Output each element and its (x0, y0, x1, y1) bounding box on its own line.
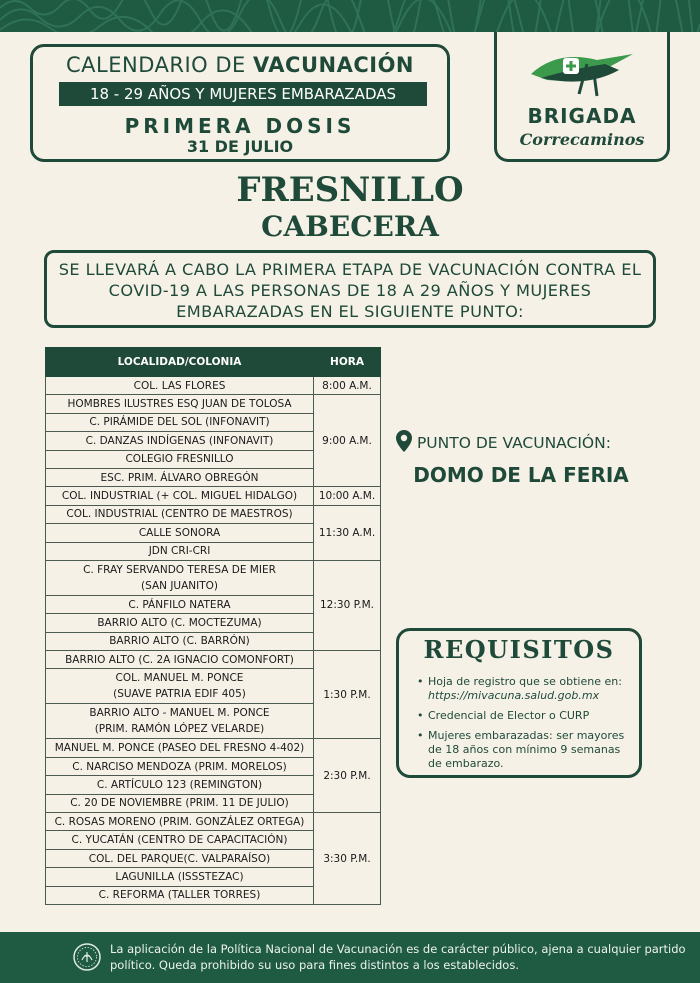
vaccination-point-label: PUNTO DE VACUNACIÓN: (416, 434, 611, 452)
locality-cell: BARRIO ALTO - MANUEL M. PONCE (PRIM. RAMÓN LÓPEZ VELARDE) (46, 704, 314, 739)
intro-box (44, 250, 656, 328)
table-row (46, 487, 381, 505)
requirements-title: REQUISITOS (423, 635, 615, 664)
requirement-text: Mujeres embarazadas: ser mayores de 18 años con mínimo 9 semanas de embarazo. (428, 729, 625, 770)
calendar-title (33, 53, 447, 77)
brand-name: BRIGADA (527, 104, 637, 128)
requirements-box (396, 628, 642, 778)
calendar-header-box (30, 44, 450, 162)
date-label: 31 DE JULIO (186, 137, 294, 156)
table-row (46, 395, 381, 413)
time-cell: 10:00 A.M. (314, 487, 381, 505)
locality-cell: C. PÁNFILO NATERA (46, 595, 314, 613)
locality-cell: COL. LAS FLORES (46, 377, 314, 395)
table-row (46, 813, 381, 831)
vaccination-point-label-row (396, 430, 656, 452)
locality-cell: COL. MANUEL M. PONCE (SUAVE PATRIA EDIF 405) (46, 669, 314, 704)
locality-cell: COL. INDUSTRIAL (+ COL. MIGUEL HIDALGO) (46, 487, 314, 505)
calendar-title-strong: VACUNACIÓN (252, 53, 414, 77)
locality-cell: C. ROSAS MORENO (PRIM. GONZÁLEZ ORTEGA) (46, 813, 314, 831)
locality-cell: JDN CRI-CRI (46, 542, 314, 560)
schedule-table (45, 347, 381, 905)
requirement-text: Hoja de registro que se obtiene en: (428, 675, 622, 688)
locality-cell: MANUEL M. PONCE (PASEO DEL FRESNO 4-402) (46, 739, 314, 757)
requirements-list (417, 675, 633, 777)
footer-band (0, 932, 700, 983)
locality-cell: C. FRAY SERVANDO TERESA DE MIER (SAN JUANITO) (46, 560, 314, 595)
table-row (46, 739, 381, 757)
table-row (46, 377, 381, 395)
locality-cell: COL. INDUSTRIAL (CENTRO DE MAESTROS) (46, 505, 314, 523)
brigada-brand-box (494, 32, 670, 162)
vaccination-point (396, 430, 656, 452)
locality-cell: C. REFORMA (TALLER TORRES) (46, 886, 314, 904)
intro-text: SE LLEVARÁ A CABO LA PRIMERA ETAPA DE VACUNACIÓN CONTRA EL COVID-19 A LAS PERSONAS DE 18 A 29 AÑOS Y MUJERES EMBARAZADAS EN EL SIGUIENTE PUNTO: (58, 260, 642, 321)
locality-cell: CALLE SONORA (46, 524, 314, 542)
vaccination-point-name: DOMO DE LA FERIA (413, 463, 629, 487)
time-cell: 11:30 A.M. (314, 505, 381, 560)
target-group-bar: 18 - 29 AÑOS Y MUJERES EMBARAZADAS (59, 82, 427, 106)
calendar-title-prefix: CALENDARIO DE (65, 53, 253, 77)
list-item (417, 675, 633, 703)
time-cell: 3:30 P.M. (314, 813, 381, 905)
table-header-row (46, 348, 381, 377)
locality-cell: C. DANZAS INDÍGENAS (INFONAVIT) (46, 432, 314, 450)
locality-cell: C. 20 DE NOVIEMBRE (PRIM. 11 DE JULIO) (46, 794, 314, 812)
list-item (417, 729, 633, 771)
ornament-pattern (0, 0, 700, 32)
top-decorative-band (0, 0, 700, 32)
locality-cell: ESC. PRIM. ÁLVARO OBREGÓN (46, 468, 314, 486)
locality-cell: BARRIO ALTO (C. 2A IGNACIO COMONFORT) (46, 651, 314, 669)
dose-label: PRIMERA DOSIS (124, 114, 356, 138)
locality-cell: C. PIRÁMIDE DEL SOL (INFONAVIT) (46, 413, 314, 431)
registration-url: https://mivacuna.salud.gob.mx (428, 689, 600, 702)
time-cell: 1:30 P.M. (314, 651, 381, 739)
legal-notice: La aplicación de la Política Nacional de Vacunación es de carácter público, ajena a cualquier partido político. Queda prohibido su uso para fines distintos a los establecidos. (110, 942, 686, 972)
requirement-text: Credencial de Elector o CURP (428, 709, 590, 722)
list-item (417, 709, 633, 723)
locality-cell: LAGUNILLA (ISSSTEZAC) (46, 868, 314, 886)
city-title: FRESNILLO (236, 170, 464, 210)
area-subtitle: CABECERA (261, 210, 439, 243)
map-pin-icon (396, 430, 412, 452)
government-seal-icon (72, 942, 102, 972)
column-header-time: HORA (314, 348, 381, 377)
locality-cell: COLEGIO FRESNILLO (46, 450, 314, 468)
locality-cell: C. NARCISO MENDOZA (PRIM. MORELOS) (46, 757, 314, 775)
time-cell: 12:30 P.M. (314, 560, 381, 650)
table-row (46, 651, 381, 669)
column-header-locality: LOCALIDAD/COLONIA (46, 348, 314, 377)
locality-cell: COL. DEL PARQUE(C. VALPARAÍSO) (46, 849, 314, 867)
table-row (46, 560, 381, 595)
locality-cell: C. YUCATÁN (CENTRO DE CAPACITACIÓN) (46, 831, 314, 849)
roadrunner-logo-icon (527, 44, 639, 100)
locality-cell: BARRIO ALTO (C. BARRÓN) (46, 632, 314, 650)
brand-subtitle: Correcaminos (519, 130, 645, 149)
time-cell: 8:00 A.M. (314, 377, 381, 395)
locality-cell: C. ARTÍCULO 123 (REMINGTON) (46, 776, 314, 794)
time-cell: 9:00 A.M. (314, 395, 381, 487)
locality-cell: HOMBRES ILUSTRES ESQ JUAN DE TOLOSA (46, 395, 314, 413)
time-cell: 2:30 P.M. (314, 739, 381, 813)
locality-cell: BARRIO ALTO (C. MOCTEZUMA) (46, 614, 314, 632)
table-row (46, 505, 381, 523)
